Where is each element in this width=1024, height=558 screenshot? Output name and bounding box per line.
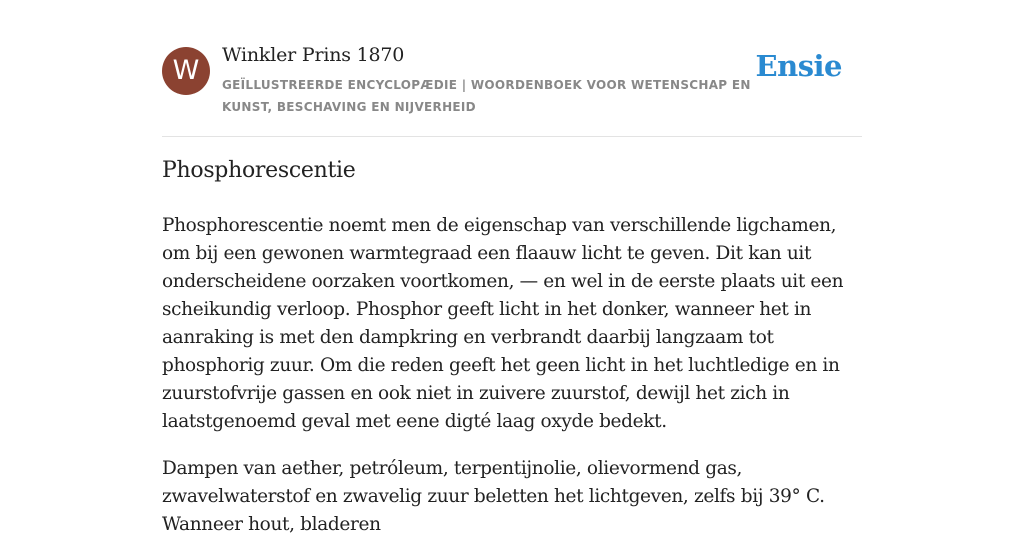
article-paragraph: Phosphorescentie noemt men de eigenschap van verschillende ligchamen, om bij een gewonen warmtegraad een flaauw licht te geven. Dit kan uit onderscheidene oorzaken voortkomen, — en wel in de eerste plaats uit een scheikundig verloop. Phosphor geeft licht in het donker, wanneer het in aanraking is met den dampkring en verbrandt daarbij langzaam tot phosphorig zuur. Om die reden geeft het geen licht in het luchtledige en in zuurstofvrije gassen en ook niet in zuivere zuurstof, dewijl het zich in laatstgenoemd geval met eene digté laag oxyde bedekt. [162,215,844,432]
source-title[interactable]: Winkler Prins 1870 [222,44,405,66]
article-body [162,212,867,558]
article-title: Phosphorescentie [162,158,356,183]
source-header [162,44,862,137]
source-subtitle: GEÏLLUSTREERDE ENCYCLOPÆDIE | WOORDENBOEK VOOR WETENSCHAP EN KUNST, BESCHAVING EN NIJVERHEID [222,78,751,114]
brand-logo[interactable]: Ensie [755,49,842,83]
source-avatar[interactable]: W [162,47,210,95]
article-paragraph: Dampen van aether, petróleum, terpentijnolie, olievormend gas, zwavelwaterstof en zwavelig zuur beletten het lichtgeven, zelfs bij 39° C. Wanneer hout, bladeren [162,458,825,535]
